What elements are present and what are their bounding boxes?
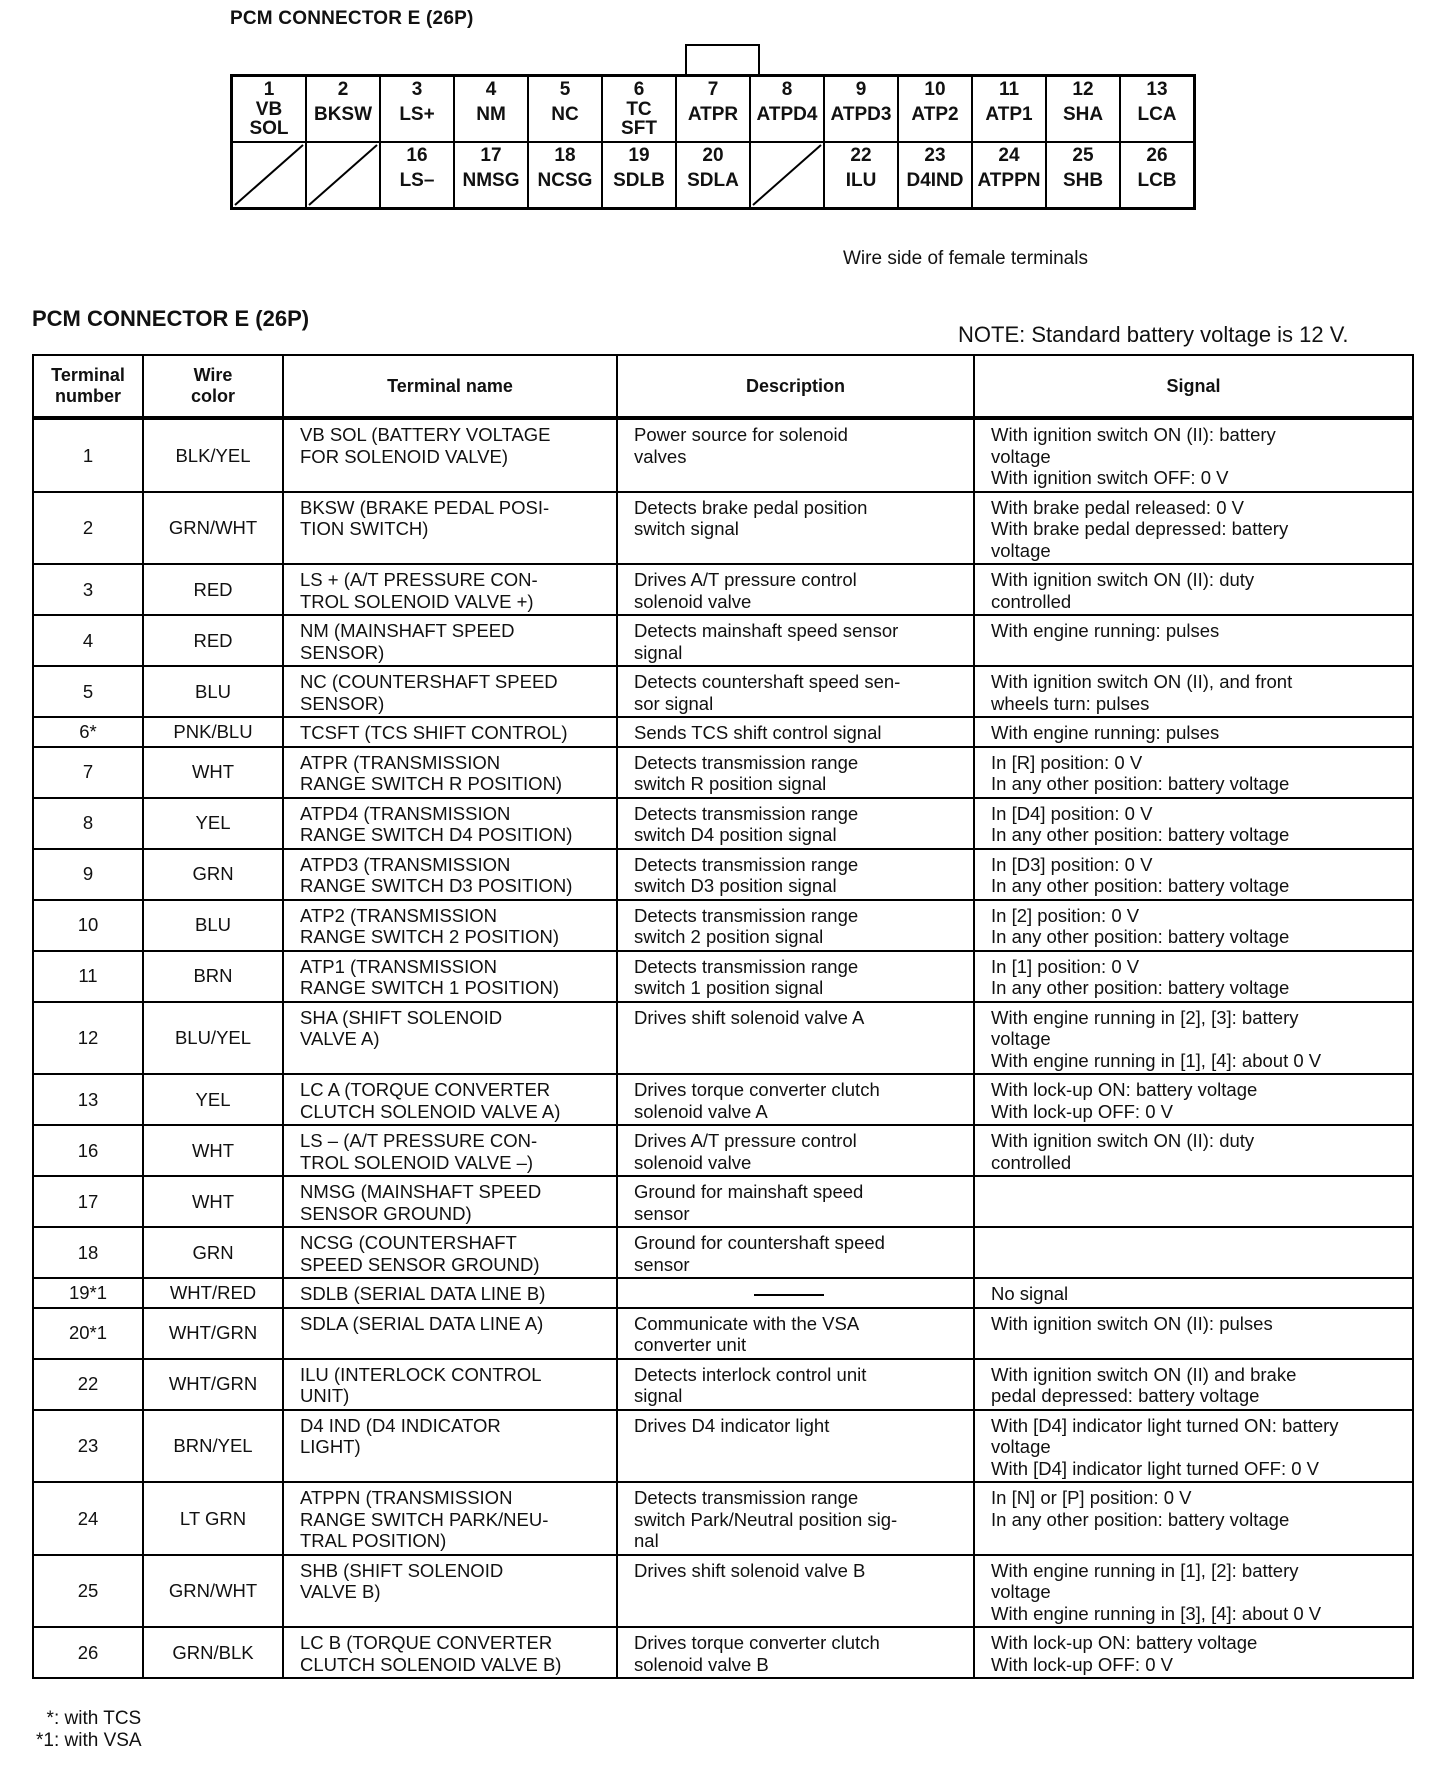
connector-pin-1	[232, 76, 307, 143]
table-row	[33, 1227, 1413, 1278]
terminal-number-cell: 23	[33, 1410, 143, 1483]
description-cell: Detects transmission range switch D4 position signal	[617, 798, 974, 849]
connector-pin-empty	[306, 142, 380, 209]
pin-label: SHB	[1062, 170, 1104, 191]
terminal-name-cell: ILU (INTERLOCK CONTROL UNIT)	[283, 1359, 617, 1410]
table-row	[33, 564, 1413, 615]
signal-cell: With ignition switch ON (II), and front wheels turn: pulses	[974, 666, 1413, 717]
signal-cell: With ignition switch ON (II): duty controlled	[974, 1125, 1413, 1176]
pin-label: LS+	[399, 104, 435, 125]
signal-cell: With ignition switch ON (II) and brake pedal depressed: battery voltage	[974, 1359, 1413, 1410]
signal-cell: In [D4] position: 0 V In any other position: battery voltage	[974, 798, 1413, 849]
terminal-number-cell: 3	[33, 564, 143, 615]
pin-number: 11	[998, 79, 1020, 100]
terminal-name-cell: SDLB (SERIAL DATA LINE B)	[283, 1278, 617, 1308]
wire-color-cell: WHT	[143, 747, 283, 798]
table-row	[33, 1176, 1413, 1227]
wire-color-cell: GRN/BLK	[143, 1627, 283, 1678]
pin-label: LCB	[1137, 170, 1177, 191]
terminal-number-cell: 24	[33, 1482, 143, 1555]
terminal-number-cell: 9	[33, 849, 143, 900]
description-cell: Detects countershaft speed sen- sor signal	[617, 666, 974, 717]
wire-color-cell: GRN/WHT	[143, 492, 283, 565]
empty-slot-slash	[307, 143, 379, 207]
terminal-name-cell: SHA (SHIFT SOLENOID VALVE A)	[283, 1002, 617, 1075]
connector-pin-7	[676, 76, 750, 143]
table-row	[33, 951, 1413, 1002]
connector-pin-grid	[230, 74, 1196, 210]
table-row	[33, 1002, 1413, 1075]
terminal-name-cell: D4 IND (D4 INDICATOR LIGHT)	[283, 1410, 617, 1483]
terminal-number-cell: 18	[33, 1227, 143, 1278]
connector-pin-12	[1046, 76, 1120, 143]
pin-number: 22	[850, 145, 872, 166]
description-cell: Detects transmission range switch R position signal	[617, 747, 974, 798]
description-cell: Drives shift solenoid valve A	[617, 1002, 974, 1075]
table-row	[33, 666, 1413, 717]
table-row	[33, 900, 1413, 951]
signal-cell: With ignition switch ON (II): battery voltage With ignition switch OFF: 0 V	[974, 418, 1413, 492]
pin-label: NM	[476, 104, 506, 125]
signal-cell: With brake pedal released: 0 V With brake pedal depressed: battery voltage	[974, 492, 1413, 565]
table-body	[33, 418, 1413, 1678]
wire-color-cell: WHT	[143, 1125, 283, 1176]
pin-label: D4IND	[906, 170, 964, 191]
pin-label: ATPR	[687, 104, 739, 125]
pin-label: ATP2	[911, 104, 959, 125]
description-cell: Detects brake pedal position switch signal	[617, 492, 974, 565]
signal-cell: With engine running: pulses	[974, 615, 1413, 666]
pin-label: LS–	[399, 170, 435, 191]
signal-cell: In [N] or [P] position: 0 V In any other position: battery voltage	[974, 1482, 1413, 1555]
pin-label: ATPD3	[830, 104, 892, 125]
pin-number: 4	[485, 79, 497, 100]
table-row	[33, 615, 1413, 666]
description-cell: Drives torque converter clutch solenoid valve B	[617, 1627, 974, 1678]
connector-pin-18	[528, 142, 602, 209]
wire-color-cell: RED	[143, 615, 283, 666]
pin-label: SDLB	[613, 170, 665, 191]
terminal-name-cell: ATP2 (TRANSMISSION RANGE SWITCH 2 POSITION)	[283, 900, 617, 951]
pin-number: 8	[781, 79, 793, 100]
signal-cell: With lock-up ON: battery voltage With lock-up OFF: 0 V	[974, 1074, 1413, 1125]
header-description: Description	[617, 355, 974, 418]
pin-number: 5	[559, 79, 571, 100]
description-cell: Power source for solenoid valves	[617, 418, 974, 492]
connector-pin-8	[750, 76, 824, 143]
terminal-name-cell: ATPD4 (TRANSMISSION RANGE SWITCH D4 POSITION)	[283, 798, 617, 849]
pin-number: 16	[406, 145, 428, 166]
signal-cell: With engine running in [1], [2]: battery voltage With engine running in [3], [4]: about 0 V	[974, 1555, 1413, 1628]
pin-number: 23	[924, 145, 946, 166]
footnote-vsa: *1: with VSA	[36, 1730, 142, 1751]
connector-pin-9	[824, 76, 898, 143]
header-signal: Signal	[974, 355, 1413, 418]
pin-label: ATPD4	[756, 104, 818, 125]
terminal-number-cell: 11	[33, 951, 143, 1002]
header-terminal-number: Terminal number	[33, 355, 143, 418]
table-row	[33, 1125, 1413, 1176]
pin-number: 20	[702, 145, 724, 166]
table-row	[33, 1482, 1413, 1555]
table-row	[33, 1359, 1413, 1410]
table-row	[33, 1410, 1413, 1483]
pin-number: 17	[480, 145, 502, 166]
terminal-name-cell: NCSG (COUNTERSHAFT SPEED SENSOR GROUND)	[283, 1227, 617, 1278]
description-cell: Drives torque converter clutch solenoid valve A	[617, 1074, 974, 1125]
terminal-name-cell: LC A (TORQUE CONVERTER CLUTCH SOLENOID VALVE A)	[283, 1074, 617, 1125]
table-header-row	[33, 355, 1413, 418]
terminal-name-cell: LS + (A/T PRESSURE CON- TROL SOLENOID VALVE +)	[283, 564, 617, 615]
pin-number: 25	[1072, 145, 1094, 166]
wire-color-cell: BRN	[143, 951, 283, 1002]
connector-diagram-title: PCM CONNECTOR E (26P)	[230, 8, 474, 29]
terminal-number-cell: 8	[33, 798, 143, 849]
description-cell: Detects transmission range switch 1 position signal	[617, 951, 974, 1002]
pin-label: TC SFT	[621, 99, 657, 139]
connector-pin-11	[972, 76, 1046, 143]
header-wire-color: Wire color	[143, 355, 283, 418]
pin-number: 19	[628, 145, 650, 166]
terminal-name-cell: BKSW (BRAKE PEDAL POSI- TION SWITCH)	[283, 492, 617, 565]
pin-label: VB SOL	[249, 99, 289, 139]
wire-color-cell: WHT	[143, 1176, 283, 1227]
table-section-title: PCM CONNECTOR E (26P)	[32, 306, 310, 331]
signal-cell: With engine running: pulses	[974, 717, 1413, 747]
table-row	[33, 1308, 1413, 1359]
terminal-name-cell: ATPR (TRANSMISSION RANGE SWITCH R POSITION)	[283, 747, 617, 798]
pin-label: SHA	[1062, 104, 1104, 125]
connector-pin-3	[380, 76, 454, 143]
voltage-note: NOTE: Standard battery voltage is 12 V.	[958, 322, 1349, 347]
description-cell: Detects interlock control unit signal	[617, 1359, 974, 1410]
pin-label: BKSW	[313, 104, 373, 125]
pin-label: NC	[551, 104, 579, 125]
terminal-name-cell: VB SOL (BATTERY VOLTAGE FOR SOLENOID VALVE)	[283, 418, 617, 492]
terminal-number-cell: 25	[33, 1555, 143, 1628]
table-row	[33, 747, 1413, 798]
wire-color-cell: GRN/WHT	[143, 1555, 283, 1628]
connector-pin-17	[454, 142, 528, 209]
table-row	[33, 1278, 1413, 1308]
connector-pin-6	[602, 76, 676, 143]
table-row	[33, 1555, 1413, 1628]
connector-pin-19	[602, 142, 676, 209]
connector-bottom-row	[232, 142, 1195, 209]
pin-label: NCSG	[537, 170, 593, 191]
pin-number: 1	[263, 79, 275, 100]
wire-color-cell: RED	[143, 564, 283, 615]
pin-label: NMSG	[462, 170, 520, 191]
terminal-number-cell: 16	[33, 1125, 143, 1176]
table-row	[33, 1627, 1413, 1678]
description-cell: Detects mainshaft speed sensor signal	[617, 615, 974, 666]
pin-label: LCA	[1137, 104, 1177, 125]
terminal-name-cell: NMSG (MAINSHAFT SPEED SENSOR GROUND)	[283, 1176, 617, 1227]
signal-cell: In [1] position: 0 V In any other position: battery voltage	[974, 951, 1413, 1002]
signal-cell: No signal	[974, 1278, 1413, 1308]
table-row	[33, 798, 1413, 849]
wire-color-cell: PNK/BLU	[143, 717, 283, 747]
terminal-number-cell: 6*	[33, 717, 143, 747]
pin-number: 26	[1146, 145, 1168, 166]
connector-top-row	[232, 76, 1195, 143]
pin-number: 3	[411, 79, 423, 100]
terminal-number-cell: 26	[33, 1627, 143, 1678]
description-cell: Ground for countershaft speed sensor	[617, 1227, 974, 1278]
header-terminal-name: Terminal name	[283, 355, 617, 418]
footnotes	[36, 1708, 142, 1752]
pin-number: 6	[633, 79, 645, 100]
description-cell: Drives A/T pressure control solenoid valve	[617, 564, 974, 615]
description-cell: Ground for mainshaft speed sensor	[617, 1176, 974, 1227]
pin-number: 24	[998, 145, 1020, 166]
signal-cell: With ignition switch ON (II): duty controlled	[974, 564, 1413, 615]
table-row	[33, 717, 1413, 747]
connector-pin-5	[528, 76, 602, 143]
not-applicable-dash	[754, 1294, 824, 1296]
empty-slot-slash	[751, 143, 823, 207]
wire-color-cell: WHT/GRN	[143, 1359, 283, 1410]
connector-pin-25	[1046, 142, 1120, 209]
signal-cell: With engine running in [2], [3]: battery voltage With engine running in [1], [4]: about 0 V	[974, 1002, 1413, 1075]
table-row	[33, 492, 1413, 565]
description-cell: Detects transmission range switch D3 position signal	[617, 849, 974, 900]
terminal-name-cell: LC B (TORQUE CONVERTER CLUTCH SOLENOID VALVE B)	[283, 1627, 617, 1678]
signal-cell: With lock-up ON: battery voltage With lock-up OFF: 0 V	[974, 1627, 1413, 1678]
wire-color-cell: LT GRN	[143, 1482, 283, 1555]
terminal-number-cell: 19*1	[33, 1278, 143, 1308]
description-cell: Detects transmission range switch Park/Neutral position sig- nal	[617, 1482, 974, 1555]
connector-locking-tab	[685, 44, 760, 74]
signal-cell: With ignition switch ON (II): pulses	[974, 1308, 1413, 1359]
wire-color-cell: YEL	[143, 798, 283, 849]
wire-color-cell: BLU/YEL	[143, 1002, 283, 1075]
pin-label: ILU	[845, 170, 877, 191]
connector-pin-4	[454, 76, 528, 143]
terminal-number-cell: 4	[33, 615, 143, 666]
pin-number: 7	[707, 79, 719, 100]
signal-cell	[974, 1227, 1413, 1278]
description-cell: Detects transmission range switch 2 position signal	[617, 900, 974, 951]
wire-color-cell: GRN	[143, 849, 283, 900]
wire-color-cell: BRN/YEL	[143, 1410, 283, 1483]
wire-color-cell: BLK/YEL	[143, 418, 283, 492]
pin-number: 13	[1146, 79, 1168, 100]
connector-pin-26	[1120, 142, 1195, 209]
terminal-name-cell: SHB (SHIFT SOLENOID VALVE B)	[283, 1555, 617, 1628]
description-cell: Sends TCS shift control signal	[617, 717, 974, 747]
table-row	[33, 1074, 1413, 1125]
terminal-name-cell: NM (MAINSHAFT SPEED SENSOR)	[283, 615, 617, 666]
wire-color-cell: GRN	[143, 1227, 283, 1278]
terminal-name-cell: LS – (A/T PRESSURE CON- TROL SOLENOID VALVE –)	[283, 1125, 617, 1176]
terminal-number-cell: 5	[33, 666, 143, 717]
description-cell: Drives A/T pressure control solenoid valve	[617, 1125, 974, 1176]
terminal-name-cell: ATPPN (TRANSMISSION RANGE SWITCH PARK/NEU- TRAL POSITION)	[283, 1482, 617, 1555]
wire-color-cell: BLU	[143, 666, 283, 717]
pin-number: 18	[554, 145, 576, 166]
footnote-tcs: *: with TCS	[36, 1708, 142, 1729]
pin-number: 9	[855, 79, 867, 100]
description-cell: Drives shift solenoid valve B	[617, 1555, 974, 1628]
terminal-name-cell: ATPD3 (TRANSMISSION RANGE SWITCH D3 POSITION)	[283, 849, 617, 900]
connector-pin-13	[1120, 76, 1195, 143]
table-row	[33, 418, 1413, 492]
pin-number: 10	[924, 79, 946, 100]
connector-pin-2	[306, 76, 380, 143]
connector-pin-16	[380, 142, 454, 209]
connector-pin-10	[898, 76, 972, 143]
terminal-number-cell: 1	[33, 418, 143, 492]
wire-color-cell: WHT/GRN	[143, 1308, 283, 1359]
pin-number: 12	[1072, 79, 1094, 100]
connector-pin-empty	[232, 142, 307, 209]
wire-color-cell: WHT/RED	[143, 1278, 283, 1308]
connector-pin-23	[898, 142, 972, 209]
terminal-name-cell: TCSFT (TCS SHIFT CONTROL)	[283, 717, 617, 747]
table-row	[33, 849, 1413, 900]
terminal-number-cell: 13	[33, 1074, 143, 1125]
terminal-number-cell: 2	[33, 492, 143, 565]
terminal-name-cell: SDLA (SERIAL DATA LINE A)	[283, 1308, 617, 1359]
connector-pin-24	[972, 142, 1046, 209]
pin-label: SDLA	[687, 170, 739, 191]
terminal-number-cell: 17	[33, 1176, 143, 1227]
signal-cell: In [2] position: 0 V In any other position: battery voltage	[974, 900, 1413, 951]
terminal-table	[32, 354, 1414, 1679]
description-cell: Communicate with the VSA converter unit	[617, 1308, 974, 1359]
terminal-number-cell: 7	[33, 747, 143, 798]
connector-pin-20	[676, 142, 750, 209]
signal-cell: In [R] position: 0 V In any other position: battery voltage	[974, 747, 1413, 798]
connector-diagram	[230, 44, 1220, 220]
terminal-number-cell: 10	[33, 900, 143, 951]
terminal-number-cell: 12	[33, 1002, 143, 1075]
pin-number: 2	[337, 79, 349, 100]
pin-label: ATPPN	[977, 170, 1041, 191]
connector-pin-empty	[750, 142, 824, 209]
connector-pin-22	[824, 142, 898, 209]
signal-cell: In [D3] position: 0 V In any other position: battery voltage	[974, 849, 1413, 900]
pin-label: ATP1	[985, 104, 1033, 125]
empty-slot-slash	[233, 143, 305, 207]
wire-color-cell: BLU	[143, 900, 283, 951]
wire-color-cell: YEL	[143, 1074, 283, 1125]
signal-cell	[974, 1176, 1413, 1227]
terminal-number-cell: 20*1	[33, 1308, 143, 1359]
connector-caption: Wire side of female terminals	[843, 248, 1088, 269]
signal-cell: With [D4] indicator light turned ON: battery voltage With [D4] indicator light turned OFF: 0 V	[974, 1410, 1413, 1483]
terminal-number-cell: 22	[33, 1359, 143, 1410]
terminal-name-cell: NC (COUNTERSHAFT SPEED SENSOR)	[283, 666, 617, 717]
terminal-name-cell: ATP1 (TRANSMISSION RANGE SWITCH 1 POSITION)	[283, 951, 617, 1002]
description-cell	[617, 1278, 974, 1308]
description-cell: Drives D4 indicator light	[617, 1410, 974, 1483]
